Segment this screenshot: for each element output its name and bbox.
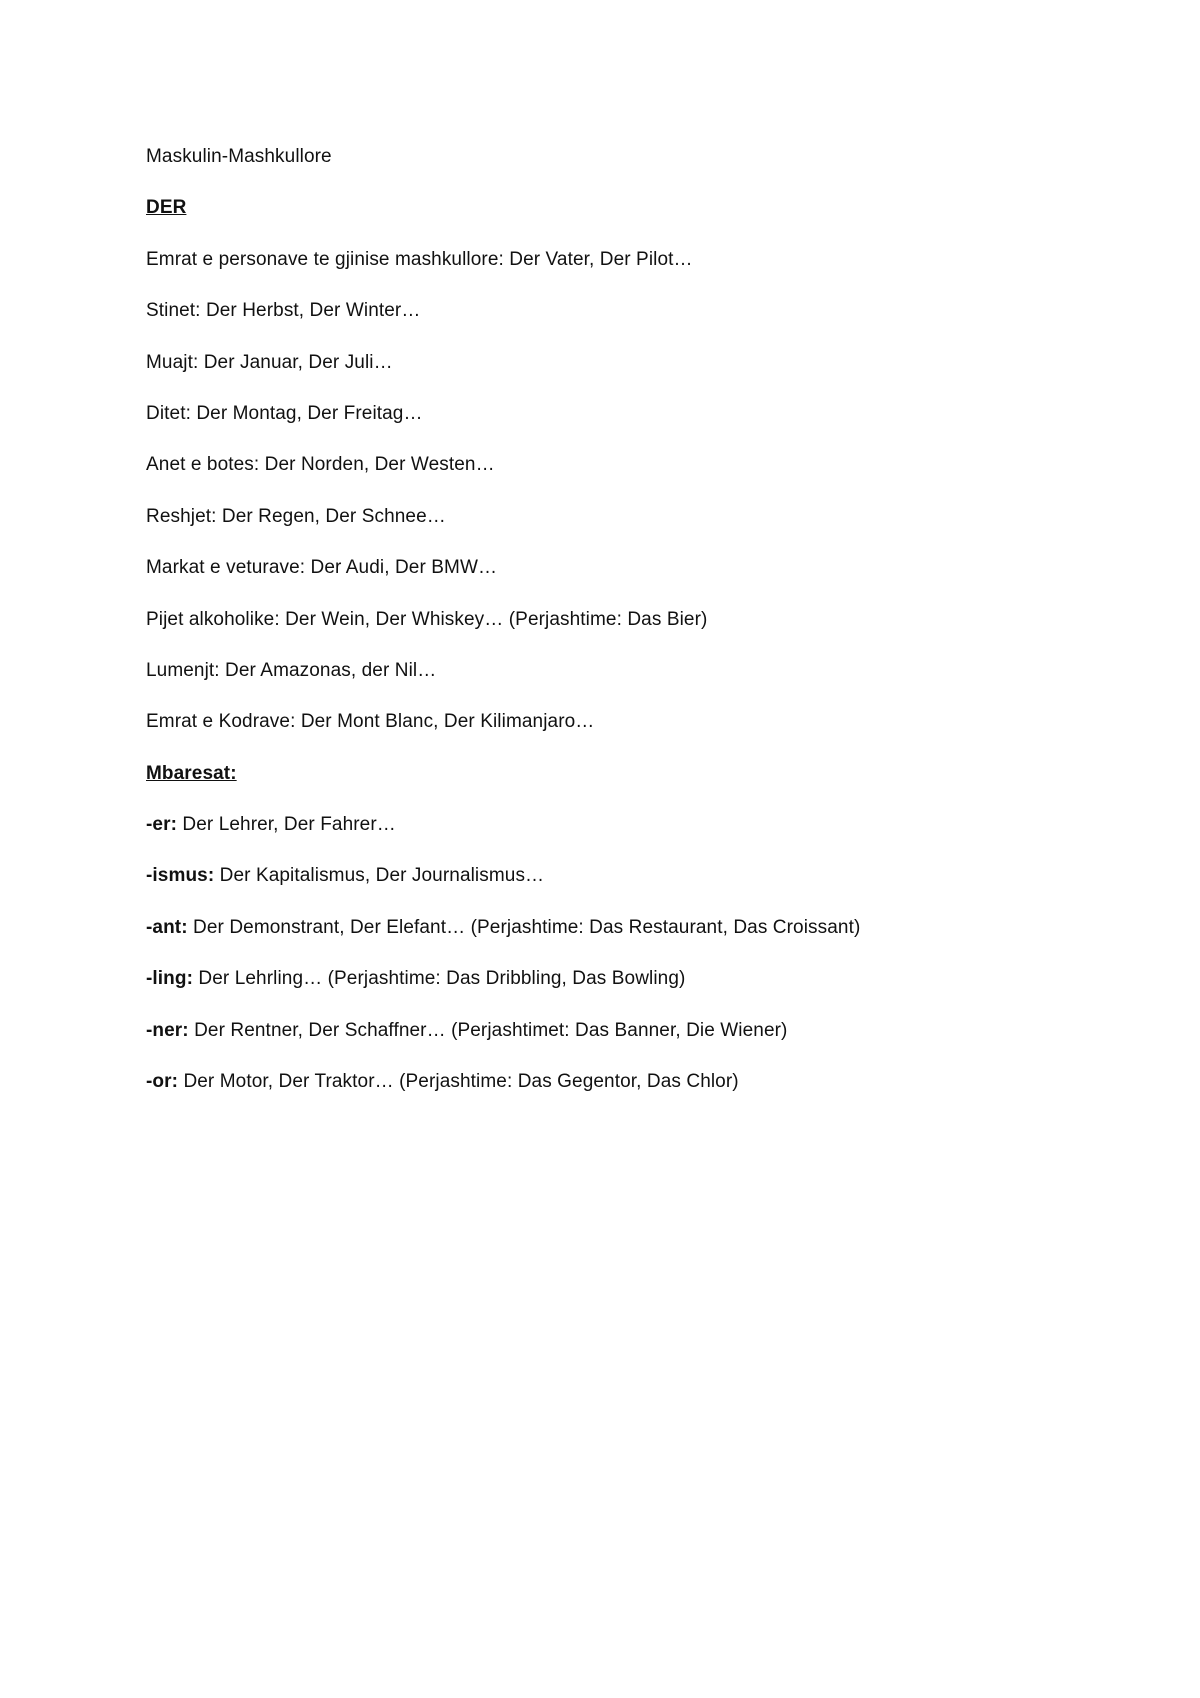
ending-text: Der Lehrer, Der Fahrer… xyxy=(177,814,396,836)
ending-text: Der Lehrling… (Perjashtime: Das Dribbling, Das Bowling) xyxy=(193,968,686,990)
ending-text: Der Kapitalismus, Der Journalismus… xyxy=(214,865,545,887)
ending-suffix: -ling: xyxy=(146,968,194,990)
article-heading: DER xyxy=(146,197,187,219)
ending-suffix: -ner: xyxy=(146,1019,189,1041)
rule-line: Stinet: Der Herbst, Der Winter… xyxy=(146,300,421,322)
ending-suffix: -or: xyxy=(146,1071,179,1093)
document-body xyxy=(146,145,1106,1121)
ending-text: Der Rentner, Der Schaffner… (Perjashtimet: Das Banner, Die Wiener) xyxy=(188,1019,788,1041)
ending-line xyxy=(146,1070,1106,1093)
ending-suffix: -ismus: xyxy=(146,865,215,887)
ending-line xyxy=(146,864,1106,887)
ending-text: Der Motor, Der Traktor… (Perjashtime: Das Gegentor, Das Chlor) xyxy=(178,1071,739,1093)
ending-text: Der Demonstrant, Der Elefant… (Perjashtime: Das Restaurant, Das Croissant) xyxy=(187,916,861,938)
rule-line: Emrat e personave te gjinise mashkullore: Der Vater, Der Pilot… xyxy=(146,248,693,270)
rule-line: Ditet: Der Montag, Der Freitag… xyxy=(146,402,423,424)
rule-line: Markat e veturave: Der Audi, Der BMW… xyxy=(146,557,498,579)
rule-line: Muajt: Der Januar, Der Juli… xyxy=(146,351,393,373)
ending-line xyxy=(146,1019,1106,1042)
ending-line xyxy=(146,967,1106,990)
ending-line xyxy=(146,813,1106,836)
rule-line: Emrat e Kodrave: Der Mont Blanc, Der Kilimanjaro… xyxy=(146,711,595,733)
endings-heading: Mbaresat: xyxy=(146,762,237,784)
rule-line: Reshjet: Der Regen, Der Schnee… xyxy=(146,505,446,527)
rule-line: Lumenjt: Der Amazonas, der Nil… xyxy=(146,659,437,681)
document-title: Maskulin-Mashkullore xyxy=(146,146,332,167)
rule-line: Anet e botes: Der Norden, Der Westen… xyxy=(146,454,495,476)
ending-suffix: -ant: xyxy=(146,916,188,938)
rule-line: Pijet alkoholike: Der Wein, Der Whiskey… (Perjashtime: Das Bier) xyxy=(146,608,708,630)
ending-suffix: -er: xyxy=(146,814,178,836)
ending-line xyxy=(146,916,1106,939)
